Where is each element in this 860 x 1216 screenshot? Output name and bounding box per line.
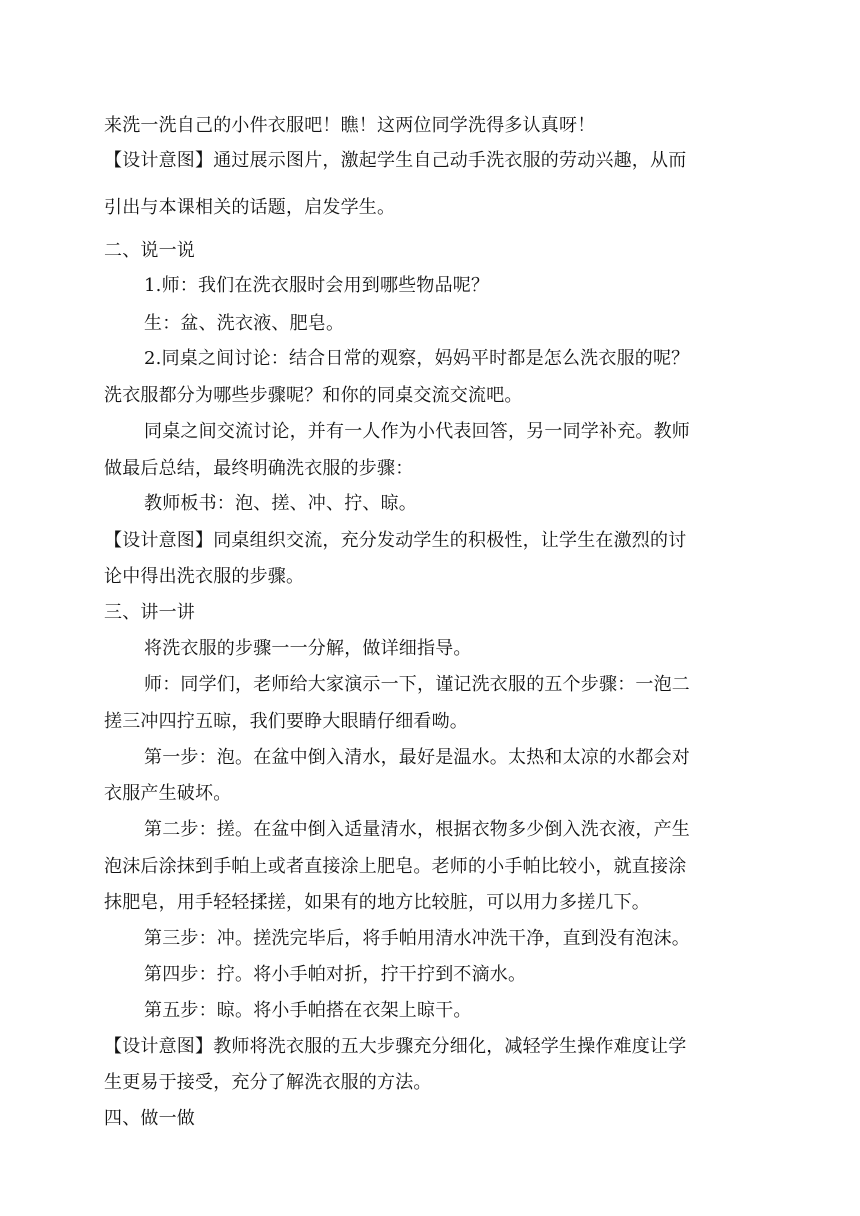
text-line: 搓三冲四拧五晾，我们要睁大眼睛仔细看呦。	[104, 711, 468, 732]
design-intent-line: 【设计意图】教师将洗衣服的五大步骤充分细化，减轻学生操作难度让学	[104, 1036, 687, 1057]
text-line: 第五步：晾。将小手帕搭在衣架上晾干。	[144, 1000, 472, 1021]
text-line: 2.同桌之间讨论：结合日常的观察，妈妈平时都是怎么洗衣服的呢？	[144, 348, 690, 369]
text-line: 洗衣服都分为哪些步骤呢？和你的同桌交流交流吧。	[104, 385, 523, 406]
text-line: 第三步：冲。搓洗完毕后，将手帕用清水冲洗干净，直到没有泡沫。	[144, 928, 690, 949]
text-line: 将洗衣服的步骤一一分解，做详细指导。	[144, 638, 472, 659]
text-line: 1.师：我们在洗衣服时会用到哪些物品呢？	[144, 275, 490, 296]
text-line: 第四步：拧。将小手帕对折，拧干拧到不滴水。	[144, 964, 527, 985]
text-line: 做最后总结，最终明确洗衣服的步骤：	[104, 458, 414, 479]
text-line: 同桌之间交流讨论，并有一人作为小代表回答，另一同学补充。教师	[144, 421, 690, 442]
text-line: 师：同学们，老师给大家演示一下，谨记洗衣服的五个步骤：一泡二	[144, 674, 690, 695]
section-heading: 四、做一做	[104, 1108, 195, 1129]
design-intent-line: 【设计意图】同桌组织交流，充分发动学生的积极性，让学生在激烈的讨	[104, 530, 687, 551]
text-line: 第二步：搓。在盆中倒入适量清水，根据衣物多少倒入洗衣液，产生	[144, 819, 690, 840]
text-line: 生更易于接受，充分了解洗衣服的方法。	[104, 1072, 432, 1093]
text-line: 来洗一洗自己的小件衣服吧！瞧！这两位同学洗得多认真呀！	[104, 115, 596, 136]
text-line: 论中得出洗衣服的步骤。	[104, 566, 305, 587]
text-line: 泡沫后涂抹到手帕上或者直接涂上肥皂。老师的小手帕比较小，就直接涂	[104, 856, 687, 877]
text-line: 生：盆、洗衣液、肥皂。	[144, 313, 345, 334]
design-intent-line: 【设计意图】通过展示图片，激起学生自己动手洗衣服的劳动兴趣，从而	[104, 150, 687, 171]
text-line: 教师板书：泡、搓、冲、拧、晾。	[144, 493, 417, 514]
text-line: 第一步：泡。在盆中倒入清水，最好是温水。太热和太凉的水都会对	[144, 747, 690, 768]
text-line: 引出与本课相关的话题，启发学生。	[104, 197, 396, 218]
section-heading: 三、讲一讲	[104, 602, 195, 623]
text-line: 抹肥皂，用手轻轻揉搓，如果有的地方比较脏，可以用力多搓几下。	[104, 892, 650, 913]
section-heading: 二、说一说	[104, 240, 195, 261]
text-line: 衣服产生破坏。	[104, 783, 232, 804]
